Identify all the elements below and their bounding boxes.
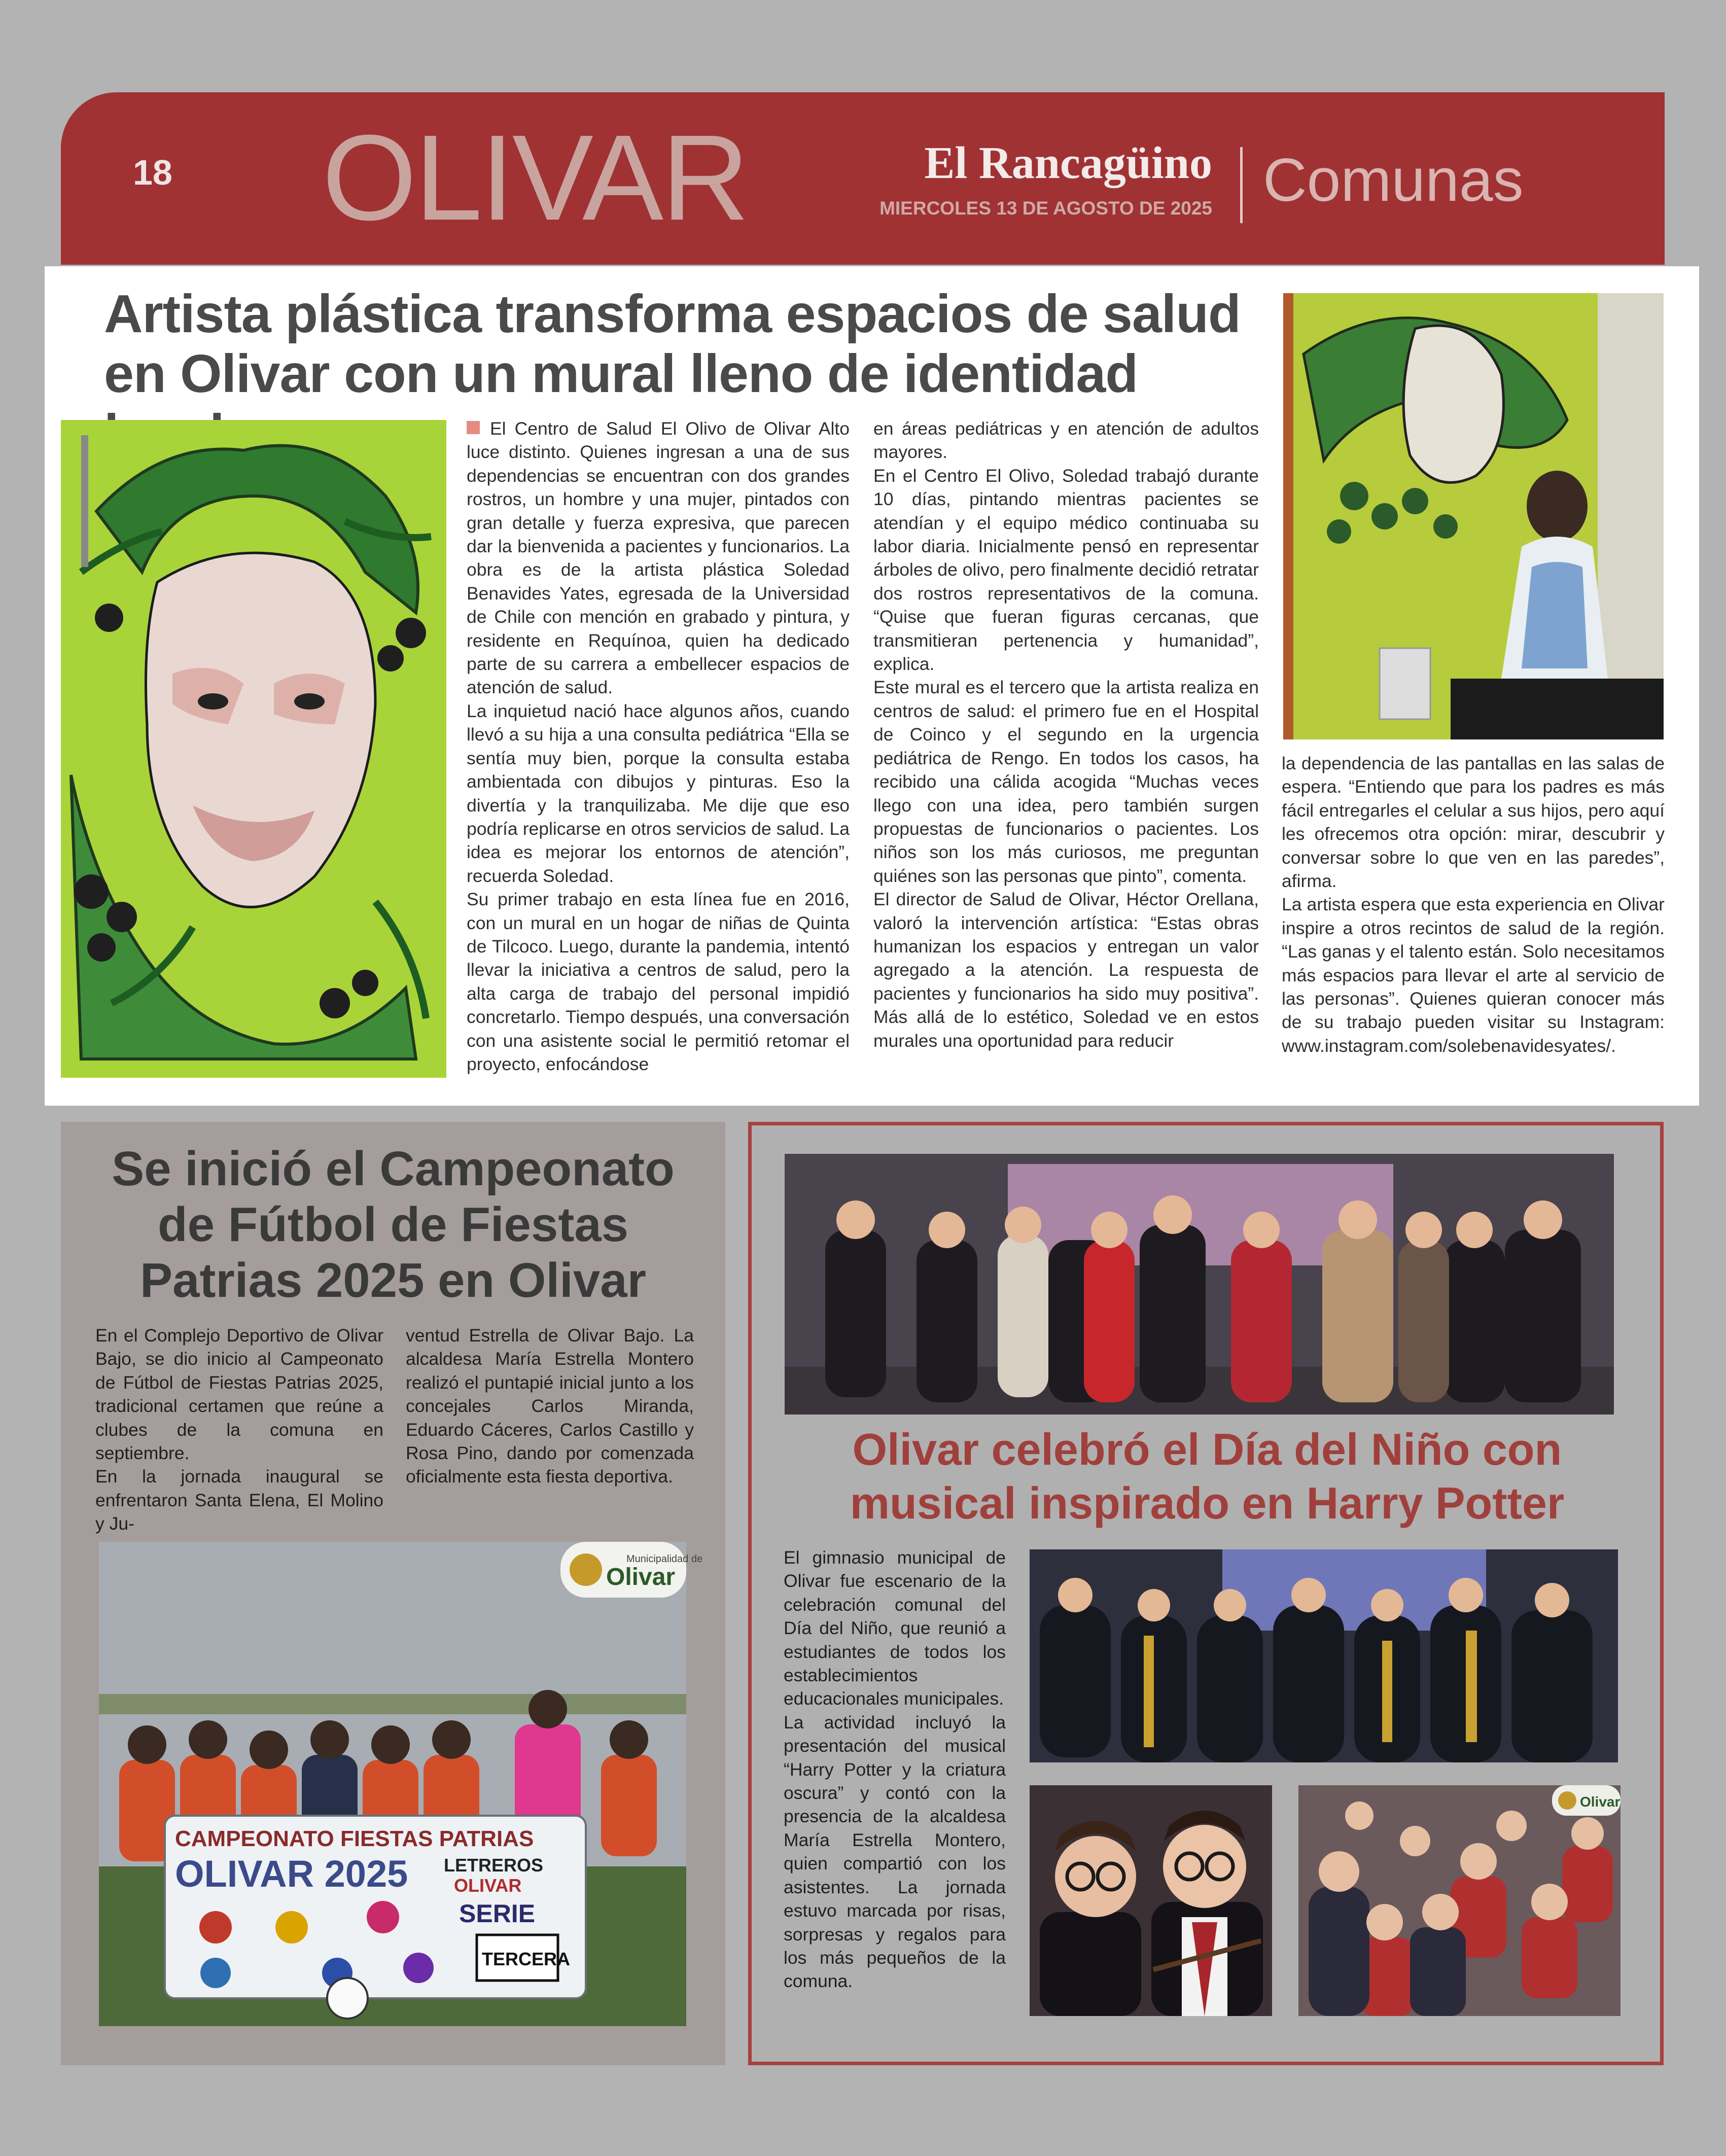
main-col2-p1: en áreas pediátricas y en atención de adultos mayores.: [873, 418, 1259, 463]
football-team-photo: [99, 1542, 703, 2026]
paragraph-bullet: [467, 421, 480, 434]
kids-day-headline: [791, 1423, 1623, 1530]
main-headline-line1: Artista plástica transforma espacios de salud: [104, 284, 1241, 344]
banner-division: TERCERA: [482, 1949, 571, 1969]
football-headline-line1: Se inició el Campeonato: [112, 1142, 675, 1196]
main-col2-p3: Este mural es el tercero que la artista realiza en centros de salud: el primero fue en el Hospital de Coinco y el segundo en la urgencia pediátrica de Rengo. En todos los casos, ha recibido una cálida acogida “Muchas veces llego con una idea, pero también surgen propuestas de funcionarios o pacientes. Los niños son los más curiosos, me preguntan quiénes son las personas que pinto”, comenta.: [873, 677, 1259, 886]
main-article-col3: [1282, 752, 1665, 1057]
kids-body-p1: El gimnasio municipal de Olivar fue escenario de la celebración comunal del Día del Niño, que reunió a estudiantes de todos los establecimientos educacionales municipales.: [784, 1547, 1006, 1709]
football-col1: [95, 1324, 383, 1536]
main-col2-p4: El director de Salud de Olivar, Héctor Orellana, valoró la intervención artística: “Estas obras humanizan los espacios y entregan un valor agregado a la atención. La respuesta de pacientes y funcionarios ha sido muy positiva”. Más allá de lo estético, Soledad ve en estos murales una oportunidad para reducir: [873, 889, 1259, 1051]
kids-day-body: [784, 1546, 1006, 1993]
artist-photo: [1283, 293, 1664, 739]
harry-potter-kids-photo: [1030, 1785, 1272, 2016]
logo-text: Olivar: [606, 1564, 676, 1591]
banner-line1: CAMPEONATO FIESTAS PATRIAS: [175, 1826, 534, 1851]
page-number: 18: [133, 153, 172, 192]
banner-serie: SERIE: [459, 1899, 536, 1928]
main-article-col1: [467, 417, 850, 1076]
kids-body-p2: La actividad incluyó la presentación del musical “Harry Potter y la criatura oscura” y contó con la presencia de la alcaldesa María Estrella Montero, quien compartió con los asistentes. La jornada estuvo marcada por risas, sorpresas y regalos para los más pequeños de la comuna.: [784, 1712, 1006, 1992]
logo-small-text: Municipalidad de: [626, 1553, 703, 1565]
audience-children-photo: [1298, 1785, 1621, 2016]
football-col2: [406, 1324, 694, 1489]
football-headline-line3: Patrias 2025 en Olivar: [140, 1253, 646, 1307]
mural-photo: [61, 420, 446, 1078]
main-col3-p1: la dependencia de las pantallas en las salas de espera. “Entiendo que para los padres es más fácil entregarles el celular a sus hijos, pero aquí les ofrecemos otra opción: mirar, descubrir y conversar sobre lo que ven en las paredes”, afirma.: [1282, 753, 1665, 892]
musical-stage-photo: [1030, 1549, 1618, 1762]
football-col1-p2: En la jornada inaugural se enfrentaron Santa Elena, El Molino y Ju-: [95, 1466, 383, 1534]
main-col3-p2: La artista espera que esta experiencia en Olivar inspire a otros recintos de salud de la región. “Las ganas y el talento están. Solo necesitamos más espacios para llevar el arte al servicio de las personas”. Quienes quieran conocer más de su trabajo pueden visitar su Instagram: www.instagram.com/solebenavidesyates/.: [1282, 894, 1665, 1056]
football-headline: [76, 1141, 710, 1309]
kids-cast-photo: [785, 1154, 1614, 1415]
football-col2-p1: ventud Estrella de Olivar Bajo. La alcaldesa María Estrella Montero realizó el puntapié inicial junto a los concejales Carlos Miranda, Eduardo Cáceres, Carlos Castillo y Rosa Pino, dando por comenzada oficialmente esta fiesta deportiva.: [406, 1325, 694, 1487]
main-col2-p2: En el Centro El Olivo, Soledad trabajó durante 10 días, pintando mientras pacientes se atendían y el equipo médico continuaba su labor diaria. Inicialmente pensó en representar árboles de olivo, pero finalmente decidió retratar dos rostros representativos de la comuna. “Quise que fueran figuras cercanas, que transmitieran pertenencia y humanidad”, explica.: [873, 465, 1259, 675]
kids-headline-line1: Olivar celebró el Día del Niño con: [852, 1424, 1562, 1474]
football-col1-p1: En el Complejo Deportivo de Olivar Bajo, se dio inicio al Campeonato de Fútbol de Fiestas Patrias 2025, tradicional certamen que reúne a clubes de la comuna en septiembre.: [95, 1325, 383, 1464]
main-headline-line2: en Olivar con un mural lleno de identidad: [104, 344, 1138, 404]
banner-sponsor-line2: OLIVAR: [454, 1875, 522, 1896]
section-label: Comunas: [1263, 146, 1524, 214]
main-article-col2: [873, 417, 1259, 1052]
kids-headline-line2: musical inspirado en Harry Potter: [850, 1478, 1565, 1528]
main-col1-p3: Su primer trabajo en esta línea fue en 2016, con un mural en un hogar de niñas de Quinta de Tilcoco. Luego, durante la pandemia, intentó llevar la iniciativa a centros de salud, pero la alta carga de trabajo del personal impidió concretarlo. Tiempo después, una conversación con una asistente social le permitió retomar el proyecto, enfocándose: [467, 889, 850, 1074]
kids-logo-text: Olivar: [1580, 1794, 1621, 1810]
main-col1-p2: La inquietud nació hace algunos años, cuando llevó a su hija a una consulta pediátrica “Ella se sentía muy bien, porque la consulta estaba ambientada con dibujos y pinturas. Eso la divertía y la tranquilizaba. Me dije que eso podría replicarse en otros servicios de salud. La idea es mejorar los entornos de atención”, recuerda Soledad.: [467, 700, 850, 886]
issue-date: MIERCOLES 13 DE AGOSTO DE 2025: [879, 198, 1212, 219]
main-col1-p1: El Centro de Salud El Olivo de Olivar Alto luce distinto. Quienes ingresan a una de sus dependencias se encuentran con dos grandes rostros, un hombre y una mujer, pintados con gran detalle y fuerza expresiva, que parecen dar la bienvenida a pacientes y funcionarios. La obra es de la artista plástica Soledad Benavides Yates, egresada de la Universidad de Chile con mención en grabado y pintura, y residente en Requínoa, quien ha dedicado parte de su carrera a embellecer espacios de atención de salud.: [467, 418, 850, 698]
newspaper-name: El Rancagüino: [924, 138, 1212, 188]
banner-line2: OLIVAR 2025: [175, 1853, 408, 1895]
football-headline-line2: de Fútbol de Fiestas: [157, 1197, 629, 1252]
banner-sponsor-line1: LETREROS: [444, 1855, 544, 1876]
header-divider: [1240, 147, 1243, 223]
section-title: OLIVAR: [322, 110, 748, 245]
